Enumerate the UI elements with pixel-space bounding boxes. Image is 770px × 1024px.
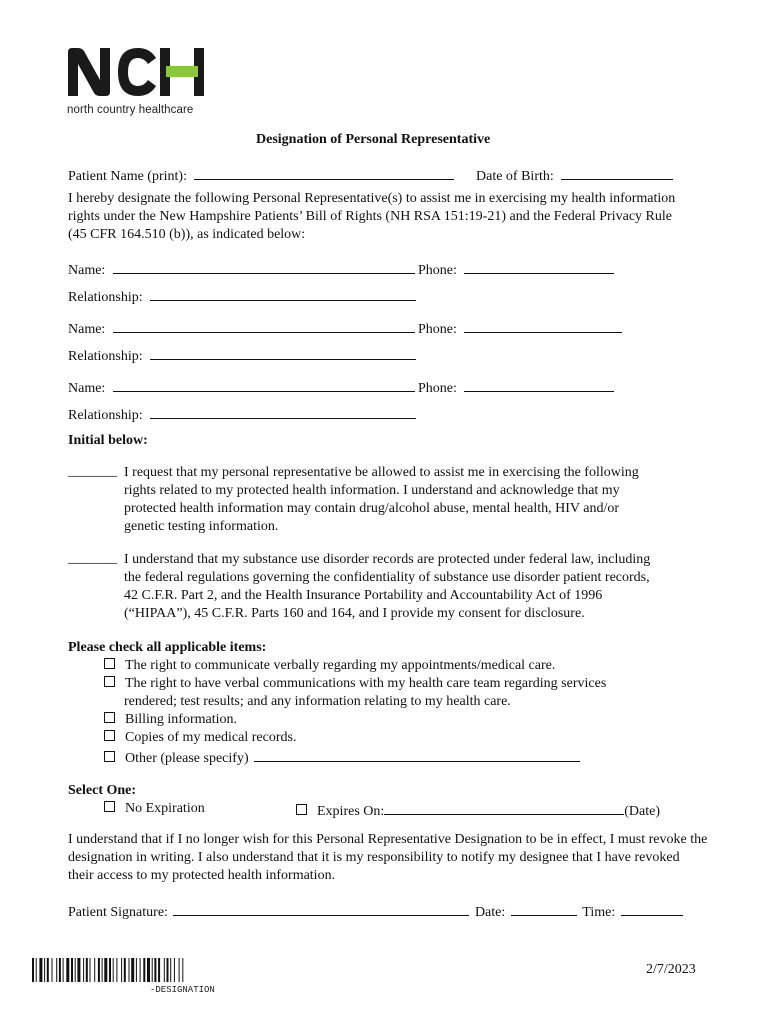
check-item-other: [104, 748, 580, 767]
intro-paragraph: I hereby designate the following Personal Representative(s) to assist me in exercising my health information rights under the New Hampshire Patients’ Bill of Rights (NH RSA 151:19-21) and the Federal Privacy Rule (45 CFR 164.510 (b)), as indicated below:: [68, 191, 676, 242]
rep-3-name-field[interactable]: [113, 378, 415, 392]
rep-relationship-label: Relationship:: [68, 290, 143, 305]
initial-2-text: [124, 551, 704, 623]
rep-name-label: Name:: [68, 322, 106, 337]
rep-3-relationship-row: [68, 405, 416, 424]
initial-1-text: [124, 464, 704, 536]
rep-relationship-label: Relationship:: [68, 349, 143, 364]
rep-relationship-label: Relationship:: [68, 408, 143, 423]
expires-on-checkbox[interactable]: [296, 804, 307, 815]
rep-3-phone-field[interactable]: [464, 378, 614, 392]
check-item-label: The right to have verbal communications with my health care team regarding services: [125, 676, 607, 691]
check-item-medical-records: [104, 730, 296, 746]
rep-name-label: Name:: [68, 263, 106, 278]
rep-phone-label: Phone:: [418, 322, 457, 337]
rep-2-phone-row: [418, 319, 622, 338]
rep-1-name-row: [68, 260, 415, 279]
logo-subtitle: north country healthcare: [67, 104, 194, 116]
rep-name-label: Name:: [68, 381, 106, 396]
barcode-image: [32, 958, 298, 984]
rep-2-relationship-row: [68, 346, 416, 365]
revoke-paragraph: I understand that if I no longer wish for this Personal Representative Designation to be in effect, I must revoke the designation in writing. I also understand that it is my responsibility to notify my designee that I have revoked their access to my protected health information.: [68, 832, 708, 883]
rep-2-name-field[interactable]: [113, 319, 415, 333]
signature-date-label: Date:: [474, 905, 506, 920]
patient-name-field[interactable]: [194, 166, 454, 180]
initial-2-line: 42 C.F.R. Part 2, and the Health Insurance Portability and Accountability Act of 1996: [124, 588, 603, 603]
check-item-label: Copies of my medical records.: [125, 730, 297, 745]
initial-1-line: genetic testing information.: [124, 519, 279, 534]
initial-1-line: I request that my personal representative be allowed to assist me in exercising the following: [124, 465, 639, 480]
no-expiration-option: [104, 801, 205, 817]
initial-heading: Initial below:: [68, 433, 148, 448]
rep-3-name-row: [68, 378, 415, 397]
signature-row: [68, 902, 683, 921]
checkbox[interactable]: [104, 712, 115, 723]
select-heading: Select One:: [68, 783, 137, 798]
rep-1-phone-field[interactable]: [464, 260, 614, 274]
signature-field[interactable]: [173, 902, 469, 916]
initial-2-blank[interactable]: _______: [68, 551, 117, 566]
patient-name-label: Patient Name (print):: [68, 169, 187, 184]
nch-logo: [66, 46, 212, 103]
check-item-verbal-team-cont: rendered; test results; and any information relating to my health care.: [124, 694, 511, 709]
check-item-verbal-appointments: [104, 658, 555, 674]
rep-3-relationship-field[interactable]: [150, 405, 416, 419]
check-item-verbal-team: [104, 676, 606, 692]
dob-label: Date of Birth:: [476, 169, 554, 184]
signature-label: Patient Signature:: [68, 905, 168, 920]
rep-phone-label: Phone:: [418, 263, 457, 278]
check-heading: Please check all applicable items:: [68, 640, 267, 655]
rep-3-phone-row: [418, 378, 614, 397]
checkbox[interactable]: [104, 730, 115, 741]
dob-field[interactable]: [561, 166, 673, 180]
check-item-billing: [104, 712, 237, 728]
no-expiration-checkbox[interactable]: [104, 801, 115, 812]
rep-2-name-row: [68, 319, 415, 338]
initial-1-blank[interactable]: _______: [68, 464, 117, 479]
initial-2-line: (“HIPAA”), 45 C.F.R. Parts 160 and 164, and I provide my consent for disclosure.: [124, 606, 585, 621]
signature-time-field[interactable]: [621, 902, 683, 916]
other-specify-field[interactable]: [254, 748, 580, 762]
rep-1-name-field[interactable]: [113, 260, 415, 274]
initial-2-line: the federal regulations governing the confidentiality of substance use disorder patient records,: [124, 570, 650, 585]
rep-1-relationship-row: [68, 287, 416, 306]
expires-on-date-field[interactable]: [384, 801, 624, 815]
checkbox[interactable]: [104, 751, 115, 762]
check-item-label: Billing information.: [125, 712, 237, 727]
signature-date-field[interactable]: [511, 902, 577, 916]
no-expiration-label: No Expiration: [125, 801, 205, 816]
patient-name-row: [68, 166, 454, 185]
barcode-label: -DESIGNATION: [150, 985, 215, 995]
expires-on-option: [296, 801, 660, 820]
check-item-label: Other (please specify): [125, 751, 249, 766]
expires-on-label: Expires On:: [317, 804, 385, 819]
rep-phone-label: Phone:: [418, 381, 457, 396]
rep-2-phone-field[interactable]: [464, 319, 622, 333]
page-title: Designation of Personal Representative: [256, 132, 491, 147]
rep-2-relationship-field[interactable]: [150, 346, 416, 360]
dob-row: [476, 166, 673, 185]
footer-date: 2/7/2023: [646, 962, 696, 977]
initial-2-line: I understand that my substance use disorder records are protected under federal law, including: [124, 552, 651, 567]
initial-1-line: rights related to my protected health information. I understand and acknowledge that my: [124, 483, 620, 498]
check-item-label: The right to communicate verbally regarding my appointments/medical care.: [125, 658, 556, 673]
initial-1-line: protected health information may contain drug/alcohol abuse, mental health, HIV and/or: [124, 501, 620, 516]
checkbox[interactable]: [104, 658, 115, 669]
signature-time-label: Time:: [582, 905, 616, 920]
nch-logo-mark: [66, 46, 212, 98]
checkbox[interactable]: [104, 676, 115, 687]
rep-1-relationship-field[interactable]: [150, 287, 416, 301]
date-suffix: (Date): [624, 804, 661, 819]
rep-1-phone-row: [418, 260, 614, 279]
